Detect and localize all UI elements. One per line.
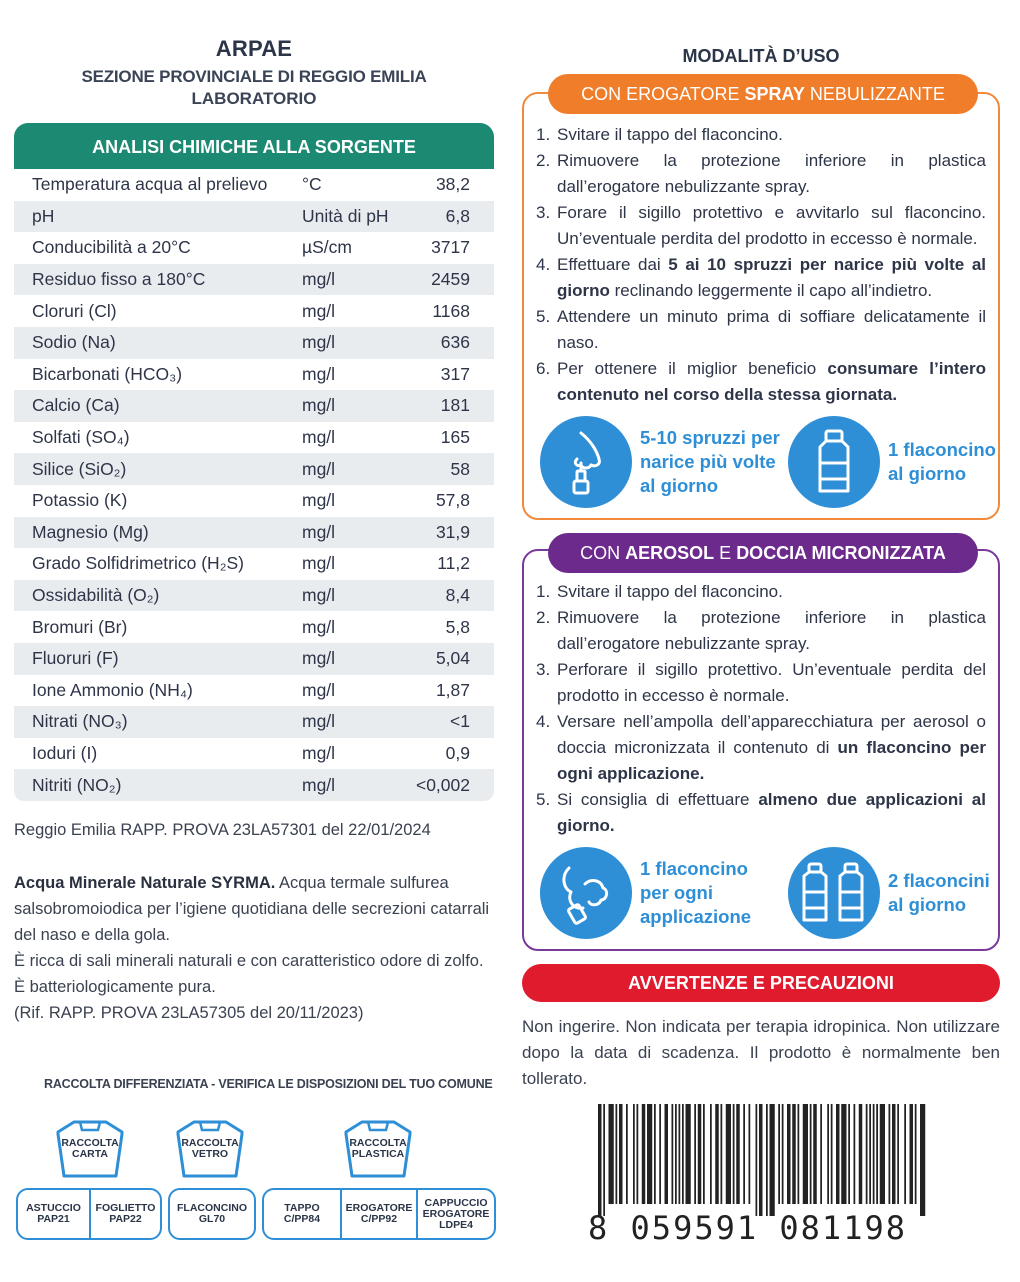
cell-name: Grado Solfidrimetrico (H₂S) <box>32 553 244 574</box>
step-number: 4. <box>536 712 551 731</box>
barcode-bar <box>869 1104 871 1204</box>
barcode-bar <box>703 1104 705 1204</box>
barcode-bar <box>915 1104 917 1204</box>
barcode-bar <box>647 1104 652 1204</box>
barcode-bar <box>756 1104 758 1216</box>
left-column <box>14 36 494 1026</box>
cell-unit: mg/l <box>302 585 336 606</box>
table-row <box>14 390 494 422</box>
barcode-bar <box>787 1104 791 1204</box>
barcode-bar <box>715 1104 719 1204</box>
recycling-title: RACCOLTA DIFFERENZIATA - VERIFICA LE DISPOSIZIONI DEL TUO COMUNE <box>44 1077 493 1091</box>
cell-value: 5,04 <box>435 648 470 669</box>
cell-unit: mg/l <box>302 742 336 763</box>
cell-unit: mg/l <box>302 269 336 290</box>
barcode-bar <box>920 1104 925 1216</box>
sort-item-erogatore: EROGATORE C/PP92 <box>340 1190 416 1238</box>
step-text-part: un flaconcino per ogni applicazione. <box>557 738 986 783</box>
cell-unit: mg/l <box>302 521 336 542</box>
barcode-bar <box>743 1104 745 1204</box>
spray-pill-c: NEBULIZZANTE <box>804 84 945 104</box>
step-text: Rimuovere la protezione inferiore in plastica dall’erogatore nebulizzante spray. <box>557 608 986 653</box>
cell-unit: mg/l <box>302 616 336 637</box>
step-item <box>536 200 986 252</box>
cell-unit: mg/l <box>302 458 336 479</box>
table-row <box>14 580 494 612</box>
barcode-bar <box>710 1104 712 1204</box>
aerosol-feature-1-text: 1 flaconcino per ogni applicazione <box>640 858 752 927</box>
table-row <box>14 232 494 264</box>
aerosol-pill-c: E <box>714 543 737 563</box>
step-text-part: Si consiglia di effettuare <box>557 790 759 809</box>
barcode-bar <box>873 1104 875 1204</box>
cell-value: <1 <box>450 711 470 732</box>
barcode-bar <box>827 1104 829 1204</box>
cell-unit: mg/l <box>302 332 336 353</box>
step-item <box>536 787 986 839</box>
cell-value: 31,9 <box>435 521 470 542</box>
cell-name: Bicarbonati (HCO₃) <box>32 363 183 384</box>
step-number: 3. <box>536 203 551 222</box>
bin-plastica-label: RACCOLTA PLASTICA <box>349 1137 407 1160</box>
bin-carta-icon <box>52 1120 128 1178</box>
barcode <box>594 1104 930 1216</box>
step-item <box>536 252 986 304</box>
barcode-bar <box>665 1104 669 1204</box>
sort-item-foglietto: FOGLIETTO PAP22 <box>89 1190 160 1238</box>
barcode-bar <box>813 1104 817 1204</box>
barcode-bar <box>836 1104 840 1204</box>
spray-pill-b: SPRAY <box>744 84 805 104</box>
sort-group-carta <box>16 1188 162 1240</box>
aerosol-pill-a: CON <box>580 543 626 563</box>
description-text-3: (Rif. RAPP. PROVA 23LA57305 del 20/11/2023) <box>14 1003 364 1022</box>
cell-unit: mg/l <box>302 300 336 321</box>
cell-name: Nitrati (NO₃) <box>32 711 128 732</box>
aerosol-steps <box>536 579 986 839</box>
barcode-bar <box>679 1104 681 1204</box>
barcode-bar <box>810 1104 812 1204</box>
step-number: 1. <box>536 582 551 601</box>
table-row <box>14 201 494 233</box>
cell-name: Ossidabilità (O₂) <box>32 585 160 606</box>
step-item <box>536 605 986 657</box>
spray-feature-1-text: 5-10 spruzzi per narice più volte al giorno <box>640 427 780 496</box>
spray-box <box>522 84 1000 520</box>
barcode-bar <box>778 1104 780 1204</box>
table-row <box>14 327 494 359</box>
step-item <box>536 122 986 148</box>
cell-value: 2459 <box>431 269 470 290</box>
sort-item-cappuccio: CAPPUCCIO EROGATORE LDPE4 <box>416 1190 494 1238</box>
cell-unit: mg/l <box>302 363 336 384</box>
barcode-bar <box>841 1104 846 1204</box>
table-row <box>14 359 494 391</box>
barcode-bar <box>859 1104 863 1204</box>
spray-pill-a: CON EROGATORE <box>581 84 745 104</box>
step-item <box>536 356 986 408</box>
step-text: Svitare il tappo del flaconcino. <box>557 582 783 601</box>
cell-unit: mg/l <box>302 427 336 448</box>
barcode-bar <box>633 1104 635 1204</box>
step-text-part: reclinando leggermente il capo all’indietro. <box>609 281 933 300</box>
step-item <box>536 148 986 200</box>
barcode-bar <box>897 1104 899 1204</box>
spray-steps <box>536 122 986 408</box>
cell-unit: mg/l <box>302 553 336 574</box>
barcode-bar <box>892 1104 896 1204</box>
step-text <box>557 709 986 787</box>
step-number: 6. <box>536 359 551 378</box>
step-item <box>536 709 986 787</box>
barcode-bar <box>782 1104 784 1204</box>
barcode-bar <box>619 1104 623 1204</box>
spray-pill <box>548 74 978 114</box>
step-item <box>536 657 986 709</box>
cell-name: Calcio (Ca) <box>32 395 120 416</box>
table-row <box>14 769 494 801</box>
barcode-bar <box>682 1104 684 1204</box>
cell-unit: mg/l <box>302 490 336 511</box>
barcode-bar <box>698 1104 702 1204</box>
lab-name: LABORATORIO <box>191 89 317 108</box>
cell-value: 317 <box>440 363 470 384</box>
analysis-table <box>14 169 494 801</box>
cell-value: 0,9 <box>445 742 470 763</box>
barcode-bar <box>770 1104 775 1216</box>
barcode-bar <box>686 1104 691 1204</box>
description-text-2: È ricca di sali minerali naturali e con caratteristico odore di zolfo. È batteriologicamente pura. <box>14 951 484 996</box>
cell-name: Ioduri (I) <box>32 742 98 763</box>
barcode-bar <box>603 1104 605 1216</box>
barcode-bar <box>642 1104 646 1204</box>
cell-name: Sodio (Na) <box>32 332 116 353</box>
cell-value: 636 <box>440 332 470 353</box>
step-text-part: Versare nell’ampolla dell’apparecchiatura per aerosol o doccia micronizzata il contenuto di <box>557 712 986 757</box>
cell-value: 5,8 <box>445 616 470 637</box>
barcode-bar <box>726 1104 731 1204</box>
barcode-bar <box>904 1104 906 1204</box>
step-text-part: 5 ai 10 spruzzi per narice più volte al giorno <box>557 255 986 300</box>
step-text: Perforare il sigillo protettivo. Un’eventuale perdita del prodotto in eccesso è normale. <box>557 660 986 705</box>
barcode-bar <box>880 1104 885 1204</box>
barcode-bar <box>866 1104 868 1204</box>
aerosol-feature-1 <box>540 847 770 939</box>
cell-value: 3717 <box>431 237 470 258</box>
cell-name: Silice (SiO₂) <box>32 458 127 479</box>
sort-group-plastica <box>262 1188 496 1240</box>
step-text-part: Per ottenere il miglior beneficio <box>557 359 828 378</box>
cell-name: Magnesio (Mg) <box>32 521 149 542</box>
table-row <box>14 611 494 643</box>
barcode-bar <box>598 1104 602 1216</box>
barcode-bar <box>736 1104 740 1204</box>
cell-value: 1168 <box>432 300 470 321</box>
nose-spray-icon <box>540 416 632 508</box>
step-item <box>536 579 986 605</box>
analysis-title: ANALISI CHIMICHE ALLA SORGENTE <box>14 123 494 169</box>
cell-unit: Unità di pH <box>302 205 389 226</box>
barcode-bar <box>616 1104 618 1204</box>
sort-item-flaconcino: FLACONCINO GL70 <box>177 1202 247 1225</box>
sort-item-astuccio: ASTUCCIO PAP21 <box>26 1202 81 1225</box>
step-number: 2. <box>536 608 551 627</box>
table-row <box>14 169 494 201</box>
cell-unit: mg/l <box>302 648 336 669</box>
spray-feature-2-text: 1 flaconcino al giorno <box>888 439 996 484</box>
cell-value: <0,002 <box>415 774 470 795</box>
cell-unit: mg/l <box>302 679 336 700</box>
table-row <box>14 485 494 517</box>
barcode-bar <box>766 1104 768 1216</box>
aerosol-feature-2 <box>788 847 1006 939</box>
step-text-part: consumare l’intero contenuto nel corso della stessa giornata. <box>557 359 986 404</box>
table-row <box>14 675 494 707</box>
step-text <box>557 356 986 408</box>
aerosol-box <box>522 543 1000 951</box>
cell-value: 181 <box>440 395 470 416</box>
cell-value: 8,4 <box>445 585 470 606</box>
step-text-part: Effettuare dai <box>557 255 669 274</box>
table-row <box>14 264 494 296</box>
barcode-bar <box>733 1104 735 1204</box>
product-name: Acqua Minerale Naturale SYRMA. <box>14 873 276 892</box>
table-row <box>14 295 494 327</box>
barcode-bar <box>659 1104 661 1204</box>
sort-group-vetro <box>168 1188 256 1240</box>
table-row <box>14 706 494 738</box>
sort-item-tappo: TAPPO C/PP84 <box>283 1202 321 1225</box>
barcode-bar <box>675 1104 677 1204</box>
cell-name: Temperatura acqua al prelievo <box>32 174 268 195</box>
cell-name: Bromuri (Br) <box>32 616 128 637</box>
cell-name: Conducibilità a 20°C <box>32 237 191 258</box>
product-description <box>14 870 494 1026</box>
barcode-bar <box>803 1104 808 1204</box>
cell-value: 6,8 <box>445 205 470 226</box>
step-number: 5. <box>536 790 551 809</box>
barcode-bar <box>721 1104 723 1204</box>
cell-name: Nitriti (NO₂) <box>32 774 122 795</box>
cell-unit: °C <box>302 174 322 195</box>
warnings-title: AVVERTENZE E PRECAUZIONI <box>522 964 1000 1002</box>
barcode-bar <box>749 1104 751 1204</box>
table-row <box>14 517 494 549</box>
barcode-bar <box>759 1104 763 1216</box>
cell-unit: mg/l <box>302 774 336 795</box>
cell-value: 165 <box>440 427 470 448</box>
usage-title: MODALITÀ D’USO <box>682 46 840 66</box>
barcode-bar <box>654 1104 656 1204</box>
barcode-bar <box>626 1104 628 1204</box>
barcode-bar <box>820 1104 822 1204</box>
bin-vetro-icon <box>172 1120 248 1178</box>
aerosol-feature-2-text: 2 flaconcini al giorno <box>888 870 990 915</box>
report-reference: Reggio Emilia RAPP. PROVA 23LA57301 del 22/01/2024 <box>14 820 431 839</box>
step-number: 4. <box>536 255 551 274</box>
warnings-text: Non ingerire. Non indicata per terapia idropinica. Non utilizzare dopo la data di scadenza. Il prodotto è normalmente ben tollerato. <box>522 1017 1000 1088</box>
barcode-bar <box>876 1104 878 1204</box>
cell-name: Cloruri (Cl) <box>32 300 117 321</box>
barcode-bar <box>854 1104 856 1204</box>
cell-value: 38,2 <box>435 174 470 195</box>
step-text: Rimuovere la protezione inferiore in plastica dall’erogatore nebulizzante spray. <box>557 151 986 196</box>
lab-header <box>14 36 494 109</box>
cell-value: 11,2 <box>437 553 470 574</box>
cell-name: Solfati (SO₄) <box>32 427 130 448</box>
cell-name: Fluoruri (F) <box>32 648 119 669</box>
cell-name: pH <box>32 205 55 226</box>
aerosol-mask-icon <box>540 847 632 939</box>
barcode-number: 8 059591 081198 <box>588 1209 907 1247</box>
step-number: 2. <box>536 151 551 170</box>
description-text-1: Acqua termale sulfurea salsobromoiodica per l’igiene quotidiana delle secrezioni catarrali del naso e della gola. <box>14 873 490 944</box>
barcode-bar <box>637 1104 639 1204</box>
barcode-bar <box>792 1104 796 1204</box>
section-name: SEZIONE PROVINCIALE DI REGGIO EMILIA <box>81 67 427 86</box>
two-vials-icon <box>788 847 880 939</box>
step-text <box>557 787 986 839</box>
cell-value: 1,87 <box>435 679 470 700</box>
step-text-part: almeno due applicazioni al giorno. <box>557 790 986 835</box>
aerosol-pill-d: DOCCIA MICRONIZZATA <box>736 543 946 563</box>
aerosol-pill <box>548 533 978 573</box>
barcode-bar <box>694 1104 696 1204</box>
cell-name: Ione Ammonio (NH₄) <box>32 679 193 700</box>
step-number: 3. <box>536 660 551 679</box>
aerosol-pill-b: AEROSOL <box>625 543 715 563</box>
step-text: Svitare il tappo del flaconcino. <box>557 125 783 144</box>
spray-feature-1 <box>540 416 780 508</box>
step-text <box>557 252 986 304</box>
bin-vetro-label: RACCOLTA VETRO <box>181 1137 239 1160</box>
barcode-bar <box>889 1104 891 1204</box>
cell-value: 57,8 <box>435 490 470 511</box>
vial-icon <box>788 416 880 508</box>
step-number: 5. <box>536 307 551 326</box>
table-row <box>14 643 494 675</box>
table-row <box>14 548 494 580</box>
bin-carta-label: RACCOLTA CARTA <box>61 1137 119 1160</box>
barcode-bar <box>609 1104 614 1204</box>
cell-value: 58 <box>450 458 470 479</box>
bin-plastica-icon <box>340 1120 416 1178</box>
cell-name: Potassio (K) <box>32 490 128 511</box>
cell-unit: mg/l <box>302 395 336 416</box>
barcode-bar <box>672 1104 674 1204</box>
cell-unit: mg/l <box>302 711 336 732</box>
org-name: ARPAE <box>215 36 293 61</box>
spray-feature-2 <box>788 416 1006 508</box>
table-row <box>14 453 494 485</box>
barcode-bar <box>798 1104 800 1204</box>
step-item <box>536 304 986 356</box>
step-text: Attendere un minuto prima di soffiare delicatamente il naso. <box>557 307 986 352</box>
barcode-bar <box>831 1104 833 1204</box>
table-row <box>14 738 494 770</box>
step-number: 1. <box>536 125 551 144</box>
barcode-bar <box>910 1104 914 1204</box>
step-text: Forare il sigillo protettivo e avvitarlo sul flaconcino. Un’eventuale perdita del prodotto in eccesso è normale. <box>557 203 986 248</box>
barcode-bar <box>848 1104 850 1204</box>
table-row <box>14 422 494 454</box>
cell-unit: µS/cm <box>302 237 352 258</box>
cell-name: Residuo fisso a 180°C <box>32 269 206 290</box>
